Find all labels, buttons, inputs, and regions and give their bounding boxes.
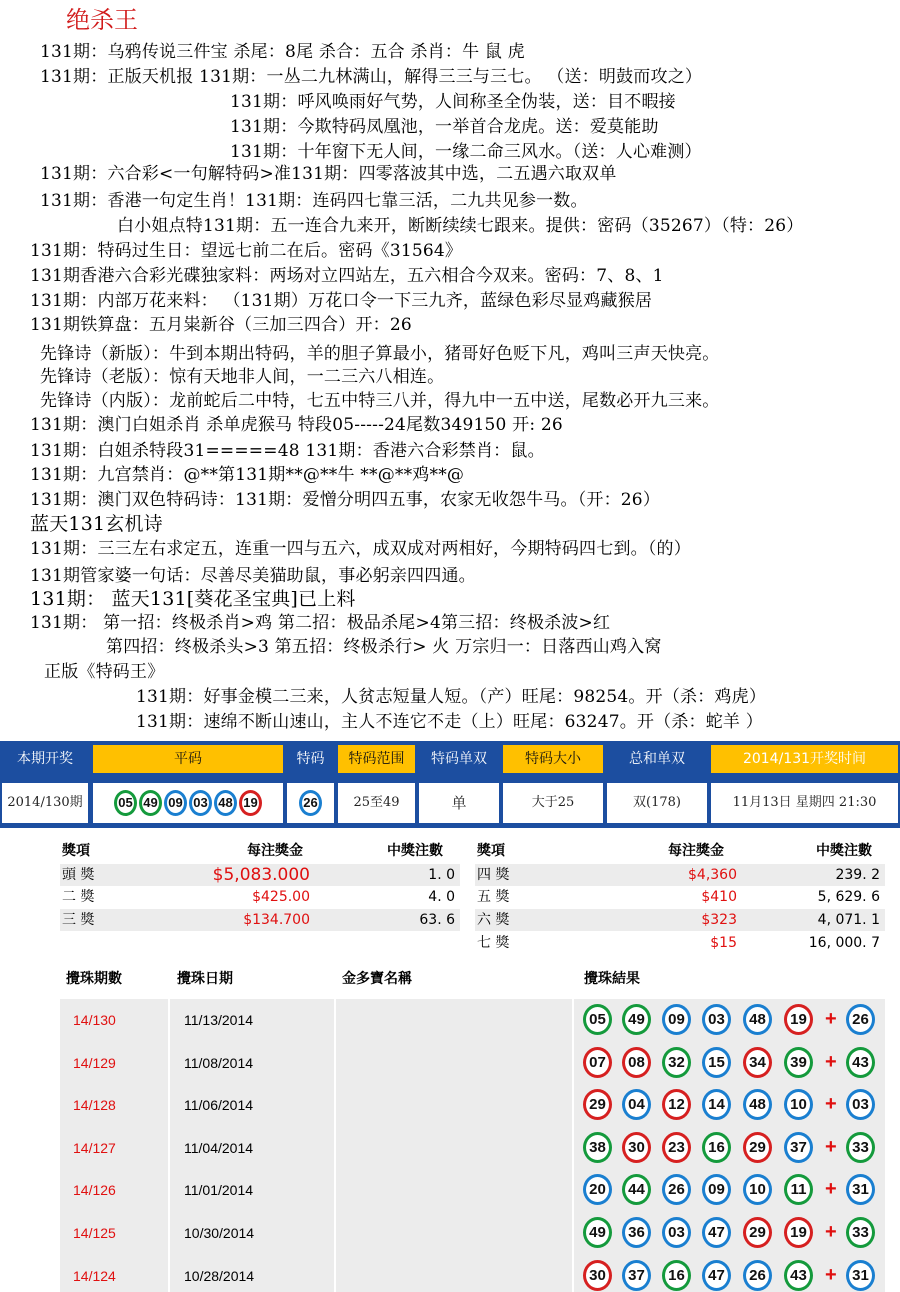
text-line: 131期香港六合彩光碟独家料：两场对立四站左，五六相合今双来。密码：7、8、1	[30, 266, 664, 286]
draw-date: 11/08/2014	[184, 1055, 254, 1071]
lottery-ball: 04	[622, 1089, 651, 1120]
prize-header-name: 獎項	[62, 843, 90, 859]
lottery-ball: 47	[702, 1260, 731, 1291]
column-divider	[168, 1212, 170, 1255]
prize-row	[60, 909, 460, 931]
prize-row	[475, 864, 885, 886]
column-divider	[334, 999, 336, 1042]
draw-issue: 14/127	[73, 1140, 116, 1156]
summary-header-cell: 特码大小	[503, 745, 603, 773]
column-divider	[168, 1127, 170, 1170]
draw-date: 11/01/2014	[184, 1182, 254, 1198]
prize-amount: $4,360	[688, 867, 737, 883]
lottery-ball: 12	[662, 1089, 691, 1120]
lottery-ball: 48	[743, 1004, 772, 1035]
prize-header-name: 獎項	[477, 843, 505, 859]
lottery-ball: 49	[622, 1004, 651, 1035]
summary-period: 2014/130期	[2, 783, 88, 823]
prize-amount: $15	[710, 935, 737, 951]
draws-header-issue: 攪珠期數	[66, 971, 122, 987]
summary-header	[0, 741, 900, 777]
prize-header-amount: 每注獎金	[247, 843, 303, 859]
column-divider	[334, 1127, 336, 1170]
prize-count: 63. 6	[419, 912, 455, 928]
text-line: 131期：呼风唤雨好气势，人间称圣全伪装，送：目不暇接	[230, 92, 676, 112]
prize-name: 七 獎	[477, 935, 510, 951]
lottery-ball: 09	[702, 1174, 731, 1205]
text-line: 蓝天131玄机诗	[30, 513, 163, 535]
lottery-ball: 37	[622, 1260, 651, 1291]
text-line: 先锋诗（内版）：龙前蛇后二中特，七五中特三八并，得九中一五中送，尾数必开九三来。	[40, 391, 720, 411]
lottery-ball: 20	[583, 1174, 612, 1205]
column-divider	[572, 999, 574, 1042]
prize-amount: $134.700	[243, 912, 310, 928]
lottery-ball: 30	[583, 1260, 612, 1291]
column-divider	[168, 1084, 170, 1127]
summary-header-cell: 特码单双	[431, 751, 487, 767]
special-ball: 33	[846, 1132, 875, 1163]
prize-header-amount: 每注獎金	[668, 843, 724, 859]
column-divider	[572, 1255, 574, 1292]
column-divider	[572, 1127, 574, 1170]
text-line: 131期：白姐杀特段31=====48 131期：香港六合彩禁肖：鼠。	[30, 441, 545, 461]
lottery-ball: 05	[114, 790, 137, 816]
summary-header-cell: 2014/131开奖时间	[711, 745, 898, 773]
lottery-ball: 19	[784, 1004, 813, 1035]
lottery-ball: 08	[622, 1047, 651, 1078]
prize-header-count: 中獎注數	[387, 843, 443, 859]
special-ball: 31	[846, 1260, 875, 1291]
summary-body	[0, 777, 900, 828]
text-line: 131期： 蓝天131[葵花圣宝典]已上料	[30, 588, 356, 610]
special-ball: 26	[299, 790, 322, 816]
summary-special-ball	[287, 783, 334, 823]
prize-row	[475, 909, 885, 931]
prize-count: 16, 000. 7	[808, 935, 880, 951]
column-divider	[168, 1042, 170, 1085]
prize-count: 4. 0	[428, 889, 455, 905]
column-divider	[572, 1042, 574, 1085]
lottery-ball: 29	[743, 1217, 772, 1248]
plus-sign: +	[825, 1136, 837, 1158]
lottery-ball: 19	[784, 1217, 813, 1248]
lottery-ball: 47	[702, 1217, 731, 1248]
lottery-ball: 26	[743, 1260, 772, 1291]
plus-sign: +	[825, 1051, 837, 1073]
text-line: 131期管家婆一句话：尽善尽美猫助鼠，事必躬亲四四通。	[30, 566, 476, 586]
summary-header-cell: 本期开奖	[17, 751, 73, 767]
lottery-ball: 09	[164, 790, 187, 816]
summary-size: 大于25	[503, 783, 603, 823]
prize-name: 二 獎	[62, 889, 95, 905]
summary-range: 25至49	[338, 783, 415, 823]
text-line: 131期：十年窗下无人间，一缘二命三风水。（送：人心难测）	[230, 142, 702, 162]
lottery-ball: 49	[583, 1217, 612, 1248]
prize-amount: $323	[701, 912, 737, 928]
plus-sign: +	[825, 1008, 837, 1030]
text-line: 先锋诗（新版）：牛到本期出特码，羊的胆子算最小，猪哥好色贬下凡，鸡叫三声天快亮。	[40, 344, 720, 364]
lottery-ball: 26	[662, 1174, 691, 1205]
lottery-ball: 32	[662, 1047, 691, 1078]
draw-date: 10/30/2014	[184, 1225, 255, 1241]
draw-issue: 14/125	[73, 1225, 116, 1241]
lottery-ball: 11	[784, 1174, 813, 1205]
draws-header-result: 攪珠結果	[584, 971, 640, 987]
summary-odd-even: 单	[419, 783, 499, 823]
lottery-ball: 29	[743, 1132, 772, 1163]
draw-date: 11/06/2014	[184, 1097, 254, 1113]
lottery-ball: 10	[743, 1174, 772, 1205]
draw-date: 11/04/2014	[184, 1140, 254, 1156]
summary-header-cell: 平码	[93, 745, 283, 773]
lottery-ball: 34	[743, 1047, 772, 1078]
prize-amount: $410	[701, 889, 737, 905]
text-line: 先锋诗（老版）：惊有天地非人间，一二三六八相连。	[40, 367, 445, 387]
special-ball: 31	[846, 1174, 875, 1205]
column-divider	[334, 1169, 336, 1212]
prize-header-count: 中獎注數	[816, 843, 872, 859]
prize-row	[475, 932, 885, 954]
summary-header-cell: 特码范围	[338, 745, 415, 773]
summary-regular-balls	[93, 783, 283, 823]
special-ball: 26	[846, 1004, 875, 1035]
text-line: 131期：九宫禁肖：@**第131期**@**牛 **@**鸡**@	[30, 465, 465, 485]
text-line: 131期：正版天机报 131期：一丛二九林满山，解得三三与三七。 （送：明鼓而攻之）	[40, 67, 703, 87]
lottery-ball: 30	[622, 1132, 651, 1163]
prize-name: 六 獎	[477, 912, 510, 928]
draw-date: 10/28/2014	[184, 1268, 255, 1284]
prize-name: 三 獎	[62, 912, 95, 928]
column-divider	[572, 1169, 574, 1212]
lottery-ball: 23	[662, 1132, 691, 1163]
lottery-ball: 38	[583, 1132, 612, 1163]
lottery-ball: 48	[743, 1089, 772, 1120]
prize-amount: $5,083.000	[212, 865, 310, 885]
lottery-ball: 03	[662, 1217, 691, 1248]
lottery-ball: 07	[583, 1047, 612, 1078]
text-line: 131期：三三左右求定五，连重一四与五六，成双成对两相好，今期特码四七到。（的）	[30, 539, 691, 559]
draw-issue: 14/124	[73, 1268, 116, 1284]
lottery-ball: 03	[189, 790, 212, 816]
lottery-ball: 05	[583, 1004, 612, 1035]
plus-sign: +	[825, 1264, 837, 1286]
prize-count: 5, 629. 6	[817, 889, 880, 905]
draws-header-name: 金多寶名稱	[342, 971, 412, 987]
text-line: 131期：今欺特码凤凰池，一举首合龙虎。送：爱莫能助	[230, 117, 659, 137]
lottery-ball: 03	[702, 1004, 731, 1035]
column-divider	[334, 1084, 336, 1127]
column-divider	[572, 1212, 574, 1255]
draw-date: 11/13/2014	[184, 1012, 254, 1028]
prize-name: 五 獎	[477, 889, 510, 905]
lottery-ball: 10	[784, 1089, 813, 1120]
summary-next-time: 11月13日 星期四 21:30	[711, 783, 898, 823]
text-line: 131期：香港一句定生肖！131期：连码四七靠三活，二九共见参一数。	[40, 191, 588, 211]
summary-sum-odd-even: 双(178)	[607, 783, 707, 823]
column-divider	[334, 1042, 336, 1085]
column-divider	[572, 1084, 574, 1127]
draw-issue: 14/128	[73, 1097, 116, 1113]
text-line: 131期：内部万花来料： （131期）万花口令一下三九齐，蓝绿色彩尽显鸡藏猴居	[30, 291, 653, 311]
prize-name: 頭 獎	[62, 867, 95, 883]
lottery-ball: 36	[622, 1217, 651, 1248]
prize-count: 239. 2	[835, 867, 880, 883]
column-divider	[168, 999, 170, 1042]
special-ball: 33	[846, 1217, 875, 1248]
text-line: 131期：好事金模二三来，人贫志短量人短。（产）旺尾：98254。开（杀：鸡虎）	[136, 687, 767, 707]
lottery-ball: 39	[784, 1047, 813, 1078]
plus-sign: +	[825, 1221, 837, 1243]
prize-row	[475, 886, 885, 908]
special-ball: 43	[846, 1047, 875, 1078]
lottery-ball: 16	[662, 1260, 691, 1291]
text-line: 131期：澳门双色特码诗：131期：爱憎分明四五事，农家无收怨牛马。（开：26）	[30, 490, 661, 510]
draw-issue: 14/129	[73, 1055, 116, 1071]
lottery-ball: 44	[622, 1174, 651, 1205]
lottery-ball: 48	[214, 790, 237, 816]
text-line: 131期： 第一招：终极杀肖>鸡 第二招：极品杀尾>4第三招：终极杀波>红	[30, 613, 611, 633]
column-divider	[334, 1255, 336, 1292]
text-line: 131期铁算盘：五月粜新谷（三加三四合）开：26	[30, 315, 412, 335]
prize-amount: $425.00	[252, 889, 310, 905]
draw-issue: 14/130	[73, 1012, 116, 1028]
special-ball: 03	[846, 1089, 875, 1120]
lottery-ball: 37	[784, 1132, 813, 1163]
column-divider	[168, 1255, 170, 1292]
prize-row	[60, 886, 460, 908]
lottery-ball: 09	[662, 1004, 691, 1035]
lottery-ball: 16	[702, 1132, 731, 1163]
page-title: 绝杀王	[66, 6, 138, 34]
lottery-ball: 15	[702, 1047, 731, 1078]
text-line: 131期：澳门白姐杀肖 杀单虎猴马 特段05-----24尾数349150 开: 26	[30, 415, 563, 435]
text-line: 白小姐点特131期：五一连合九来开，断断续续七跟来。提供：密码（35267）（特：26）	[117, 216, 804, 236]
column-divider	[168, 1169, 170, 1212]
lottery-ball: 43	[784, 1260, 813, 1291]
summary-header-cell: 总和单双	[629, 751, 685, 767]
text-line: 第四招：终极杀头>3 第五招：终极杀行> 火 万宗归一：日落西山鸡入窝	[106, 637, 662, 657]
prize-name: 四 獎	[477, 867, 510, 883]
lottery-ball: 29	[583, 1089, 612, 1120]
prize-count: 1. 0	[428, 867, 455, 883]
lottery-ball: 19	[239, 790, 262, 816]
text-line: 131期：速绵不断山速山，主人不连它不走（上）旺尾：63247。开（杀：蛇羊 ）	[136, 712, 763, 732]
draws-header-date: 攪珠日期	[177, 971, 233, 987]
prize-count: 4, 071. 1	[817, 912, 880, 928]
text-line: 131期：特码过生日：望远七前二在后。密码《31564》	[30, 241, 463, 261]
prize-row	[60, 864, 460, 886]
plus-sign: +	[825, 1093, 837, 1115]
lottery-ball: 14	[702, 1089, 731, 1120]
text-line: 正版《特码王》	[44, 662, 165, 682]
plus-sign: +	[825, 1178, 837, 1200]
column-divider	[334, 1212, 336, 1255]
lottery-ball: 49	[139, 790, 162, 816]
text-line: 131期：乌鸦传说三件宝 杀尾：8尾 杀合：五合 杀肖：牛 鼠 虎	[40, 42, 525, 62]
text-line: 131期：六合彩<一句解特码>准131期：四零落波其中选，二五遇六取双单	[40, 164, 617, 184]
draw-issue: 14/126	[73, 1182, 116, 1198]
summary-header-cell: 特码	[296, 751, 325, 767]
